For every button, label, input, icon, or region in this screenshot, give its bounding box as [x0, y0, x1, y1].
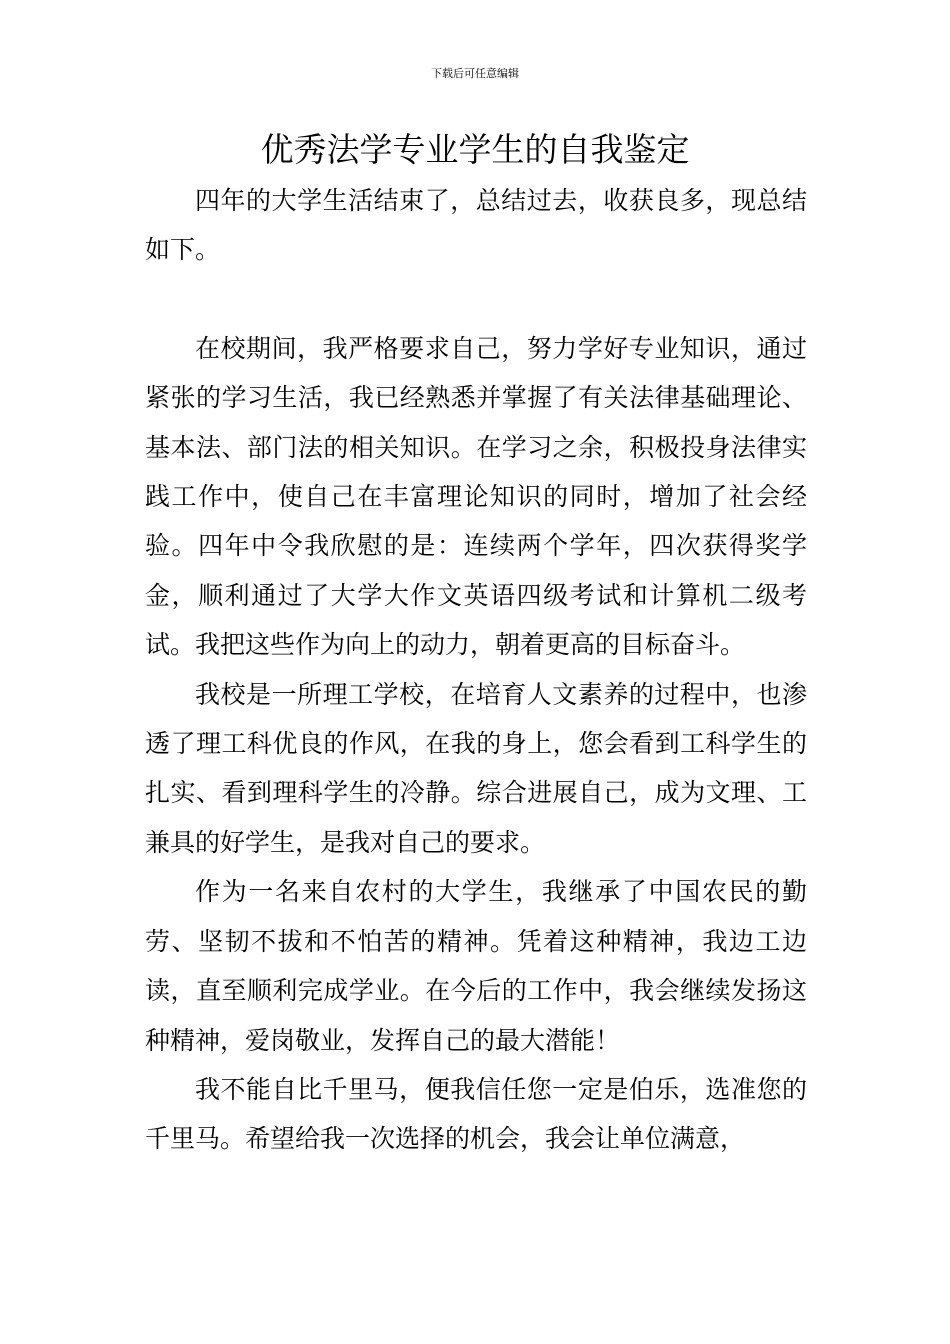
paragraph-closing: 我不能自比千里马，便我信任您一定是伯乐，选准您的千里马。希望给我一次选择的机会，我会让单位满意，	[145, 1074, 807, 1154]
paragraph-study: 在校期间，我严格要求自己，努力学好专业知识，通过紧张的学习生活，我已经熟悉并掌握了有关法律基础理论、基本法、部门法的相关知识。在学习之余，积极投身法律实践工作中，使自己在丰富理论知识的同时，增加了社会经验。四年中令我欣慰的是：连续两个学年，四次获得奖学金，顺利通过了大学大作文英语四级考试和计算机二级考试。我把这些作为向上的动力，朝着更高的目标奋斗。	[145, 333, 807, 660]
document-title: 优秀法学专业学生的自我鉴定	[260, 130, 690, 169]
paragraph-intro: 四年的大学生活结束了，总结过去，收获良多，现总结如下。	[145, 186, 807, 265]
header-note: 下载后可任意编辑	[431, 67, 519, 80]
document-body	[145, 176, 807, 1164]
paragraph-character: 作为一名来自农村的大学生，我继承了中国农民的勤劳、坚韧不拔和不怕苦的精神。凭着这种精神，我边工边读，直至顺利完成学业。在今后的工作中，我会继续发扬这种精神，爱岗敬业，发挥自己的最大潜能！	[145, 877, 807, 1055]
paragraph-school: 我校是一所理工学校，在培育人文素养的过程中，也渗透了理工科优良的作风，在我的身上，您会看到工科学生的扎实、看到理科学生的冷静。综合进展自己，成为文理、工兼具的好学生，是我对自己的要求。	[145, 679, 807, 857]
